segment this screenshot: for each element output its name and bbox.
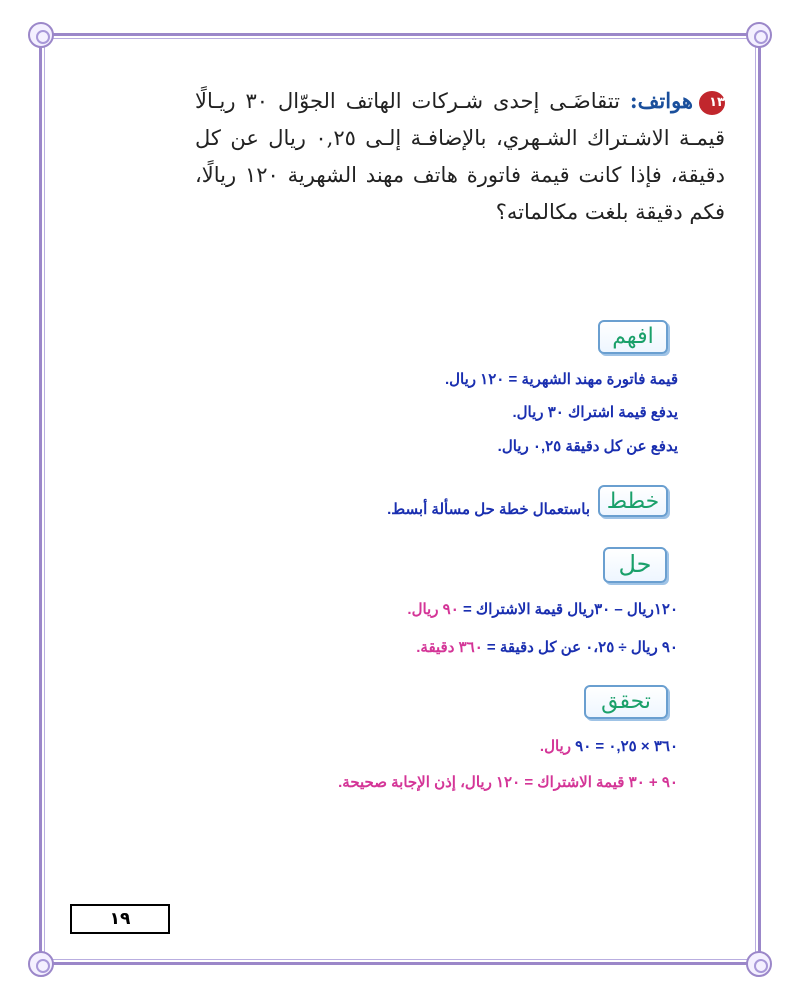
problem-statement [195, 82, 725, 231]
solve-line-1 [407, 600, 678, 618]
understand-heading: افهم [598, 320, 668, 354]
plan-text: باستعمال خطة حل مسألة أبسط. [387, 501, 590, 518]
check-heading: تحقق [584, 685, 668, 719]
check-line-1-expression: ٣٦٠ × ٠,٢٥ = ٩٠ [575, 738, 678, 755]
solve-line-1-result: ٩٠ ريال. [407, 601, 459, 618]
frame-bottom [44, 962, 756, 965]
solve-heading: حل [603, 547, 667, 583]
corner-ornament-top-left [28, 22, 54, 48]
understand-line-1: قيمة فاتورة مهند الشهرية = ١٢٠ ريال. [444, 371, 678, 388]
corner-ornament-bottom-right [746, 951, 772, 977]
problem-number-badge: ١٣ [699, 91, 725, 115]
frame-top [44, 33, 756, 36]
check-line-1 [540, 737, 678, 755]
frame-left-inner [44, 45, 45, 957]
frame-bottom-inner [44, 959, 756, 960]
problem-topic: هواتف: [629, 88, 693, 113]
problem-text: تتقاضَـى إحدى شـركات الهاتف الجوّال ٣٠ ريـالًا قيمـة الاشـتراك الشـهري، بالإضافـة إلـى ٠,٢٥ ريال عن كل دقيقة، فإذا كانت قيمة فاتورة هاتف مهند الشهرية ١٢٠ ريالًا، فكم دقيقة بلغت مكالماته؟ [195, 89, 725, 224]
frame-right [758, 45, 761, 957]
corner-ornament-bottom-left [28, 951, 54, 977]
page-number: ١٩ [70, 904, 170, 934]
understand-line-3: يدفع عن كل دقيقة ٠,٢٥ ريال. [497, 438, 678, 455]
solve-line-2-result: ٣٦٠ دقيقة. [416, 639, 483, 656]
check-line-2: ٩٠ + ٣٠ قيمة الاشتراك = ١٢٠ ريال، إذن الإجابة صحيحة. [338, 774, 678, 791]
corner-ornament-top-right [746, 22, 772, 48]
frame-left [39, 45, 42, 957]
solve-line-1-expression: ١٢٠ريال – ٣٠ريال قيمة الاشتراك = [462, 601, 678, 618]
check-line-1-unit: ريال. [539, 738, 571, 755]
frame-right-inner [755, 45, 756, 957]
solve-line-2-expression: ٩٠ ريال ÷ ٠،٢٥ عن كل دقيقة = [486, 639, 678, 656]
solve-line-2 [416, 638, 678, 656]
plan-heading: خطط [598, 485, 668, 517]
frame-top-inner [44, 38, 756, 39]
understand-line-2: يدفع قيمة اشتراك ٣٠ ريال. [512, 404, 678, 421]
